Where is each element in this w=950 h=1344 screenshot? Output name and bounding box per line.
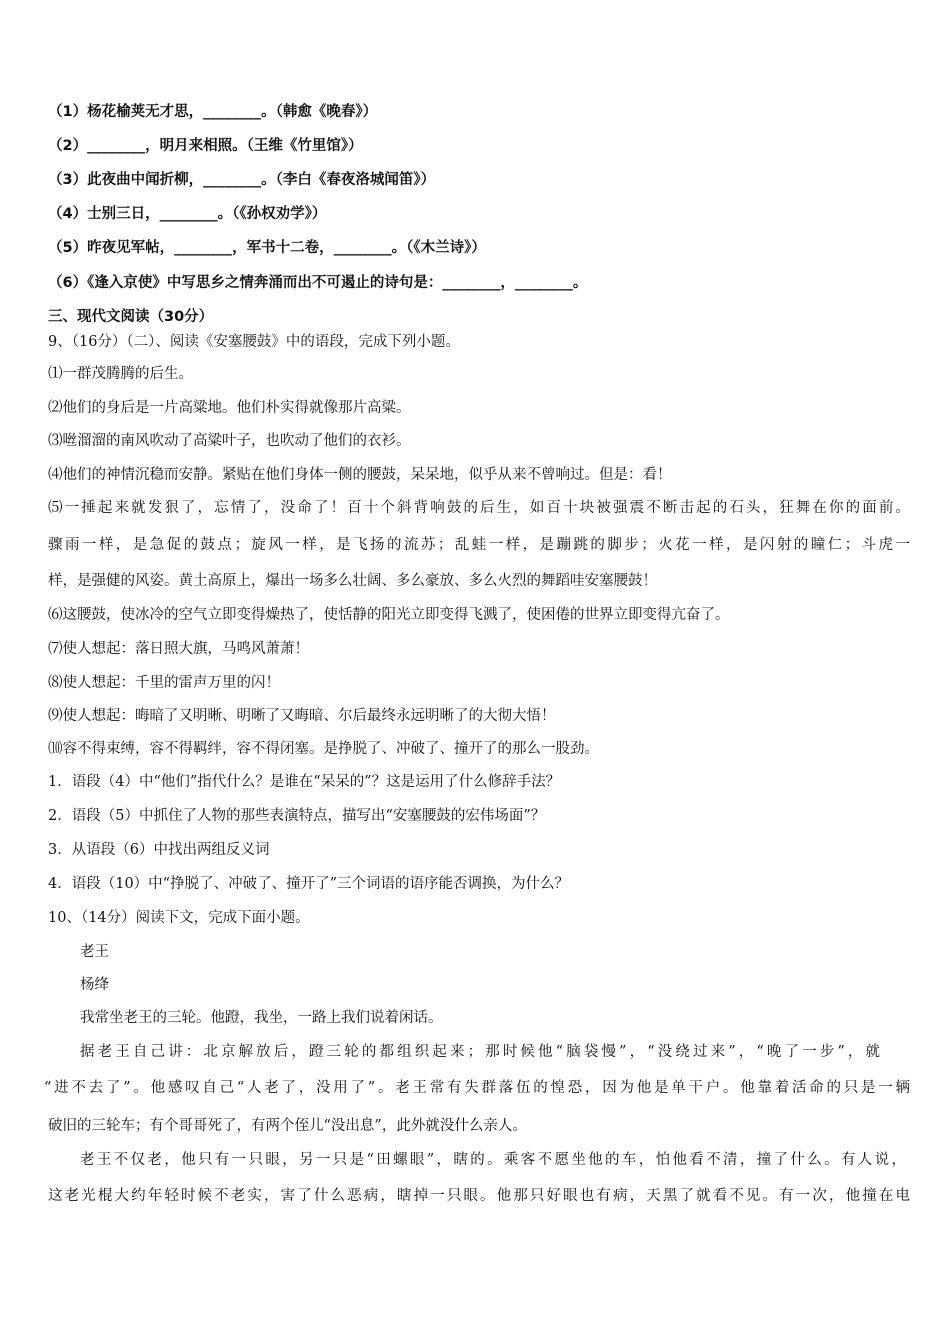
sub-question: 2．语段（5）中抓住了人物的那些表演特点，描写出“安塞腰鼓的宏伟场面”？ [48, 808, 546, 824]
sub-question: 1．语段（4）中“他们”指代什么？是谁在“呆呆的”？这是运用了什么修辞手法？ [48, 774, 561, 790]
fill-blank-item: （6）《逢入京使》中写思乡之情奔涌而出不可遏止的诗句是：________，________。 [48, 275, 588, 291]
fill-blank-item: （3）此夜曲中闻折柳，________。（李白《春夜洛城闻笛》） [48, 172, 436, 188]
paragraph: ⑹这腰鼓，使冰冷的空气立即变得燥热了，使恬静的阳光立即变得飞溅了，使困倦的世界立即变得亢奋了。 [48, 607, 730, 623]
article-line: 据老王自己讲：北京解放后，蹬三轮的都组织起来；那时候他“脑袋慢”，“没绕过来”，“晚了一步”，就 [80, 1044, 880, 1060]
paragraph: ⑵他们的身后是一片高粱地。他们朴实得就像那片高粱。 [48, 400, 411, 416]
paragraph-continuation: 骤雨一样，是急促的鼓点；旋风一样，是飞扬的流苏；乱蛙一样，是蹦跳的脚步；火花一样，是闪射的瞳仁；斗虎一 [48, 537, 910, 553]
article-line: 破旧的三轮车；有个哥哥死了，有两个侄儿“没出息”，此外就没什么亲人。 [48, 1118, 527, 1134]
article-line: 我常坐老王的三轮。他蹬，我坐，一路上我们说着闲话。 [80, 1010, 443, 1026]
question-title: 10、（14分）阅读下文，完成下面小题。 [48, 910, 310, 926]
section-heading: 三、现代文阅读（30分） [48, 309, 214, 325]
paragraph: ⑽容不得束缚，容不得羁绊，容不得闭塞。是挣脱了、冲破了、撞开了的那么一股劲。 [48, 741, 599, 757]
paragraph: ⑸一捶起来就发狠了，忘情了，没命了！百十个斜背响鼓的后生，如百十块被强震不断击起的石头，狂舞在你的面前。 [48, 500, 910, 516]
paragraph: ⑺使人想起：落日照大旗，马鸣风萧萧！ [48, 641, 309, 657]
paragraph: ⑴一群茂腾腾的后生。 [48, 366, 193, 382]
sub-question: 4．语段（10）中“挣脱了、冲破了、撞开了”三个词语的语序能否调换，为什么？ [48, 876, 569, 892]
fill-blank-item: （2）________，明月来相照。（王维《竹里馆》） [48, 138, 363, 154]
article-title: 老王 [80, 944, 109, 960]
fill-blank-item: （1）杨花榆荚无才思，________。（韩愈《晚春》） [48, 104, 378, 120]
paragraph: ⑶咝溜溜的南风吹动了高粱叶子，也吹动了他们的衣衫。 [48, 433, 411, 449]
article-line: “进不去了”。他感叹自己“人老了，没用了”。老王常有失群落伍的惶恐，因为他是单干户。他靠着活命的只是一辆 [44, 1080, 910, 1096]
paragraph-continuation: 样，是强健的风姿。黄土高原上，爆出一场多么壮阔、多么豪放、多么火烈的舞蹈哇安塞腰鼓！ [48, 573, 657, 589]
paragraph: ⑼使人想起：晦暗了又明晰、明晰了又晦暗、尔后最终永远明晰了的大彻大悟！ [48, 708, 556, 724]
article-line: 老王不仅老，他只有一只眼，另一只是“田螺眼”，瞎的。乘客不愿坐他的车，怕他看不清，撞了什么。有人说， [80, 1152, 906, 1168]
fill-blank-item: （5）昨夜见军帖，________，军书十二卷，________。（《木兰诗》） [48, 240, 486, 256]
article-author: 杨绛 [80, 977, 109, 993]
paragraph: ⑷他们的神情沉稳而安静。紧贴在他们身体一侧的腰鼓，呆呆地，似乎从来不曾响过。但是：看！ [48, 467, 672, 483]
fill-blank-item: （4）士别三日，________。（《孙权劝学》） [48, 206, 327, 222]
sub-question: 3．从语段（6）中找出两组反义词 [48, 842, 270, 858]
article-line: 这老光棍大约年轻时候不老实，害了什么恶病，瞎掉一只眼。他那只好眼也有病，天黑了就看不见。有一次，他撞在电 [48, 1188, 910, 1204]
question-title: 9、（16分）（二）、阅读《安塞腰鼓》中的语段，完成下列小题。 [48, 334, 460, 350]
paragraph: ⑻使人想起：千里的雷声万里的闪！ [48, 675, 280, 691]
